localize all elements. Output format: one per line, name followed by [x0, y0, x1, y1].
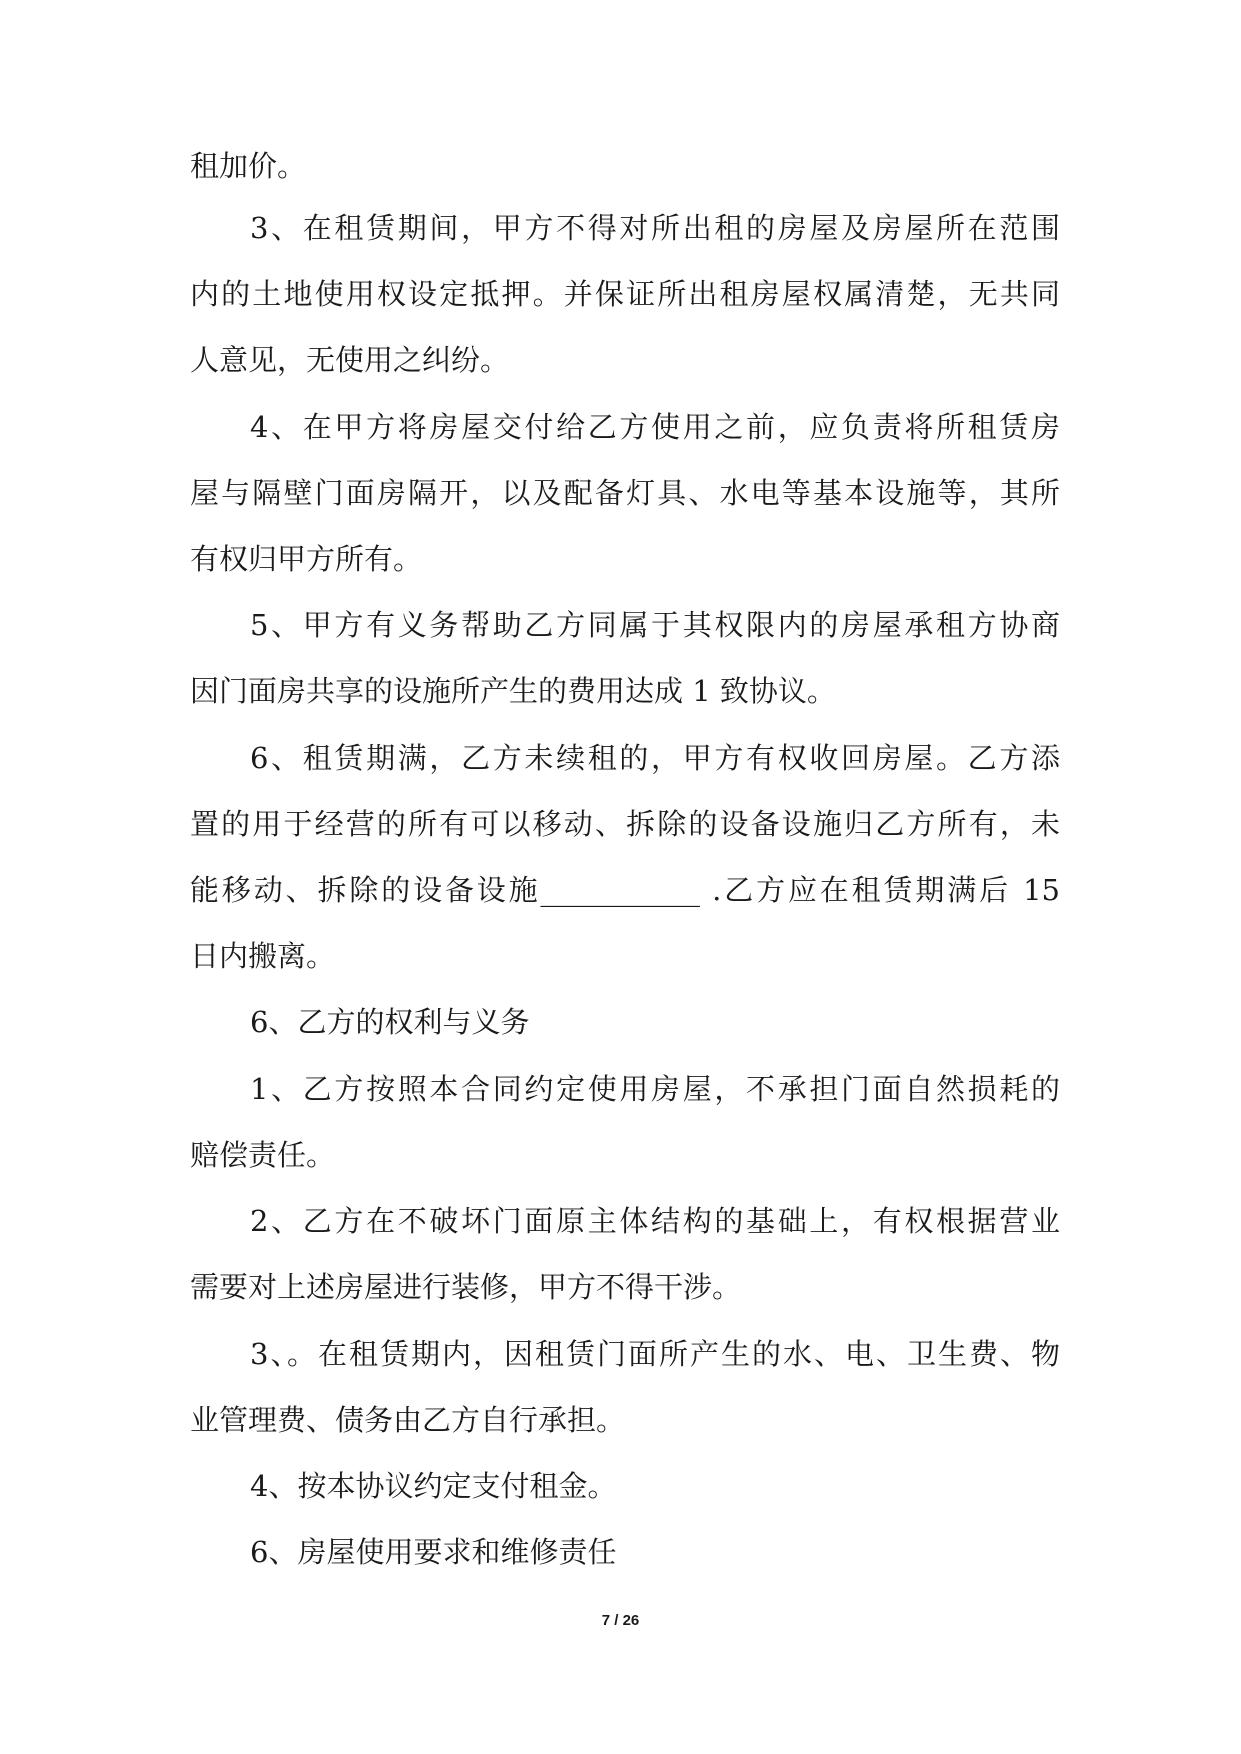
paragraph-line: 内的土地使用权设定抵押。并保证所出租房屋权属清楚，无共同	[190, 277, 1060, 311]
paragraph-line: 日内搬离。	[190, 939, 336, 973]
paragraph-line: 有权归甲方所有。	[190, 542, 423, 576]
paragraph-line: 4、按本协议约定支付租金。	[250, 1469, 617, 1503]
paragraph-line: 1、乙方按照本合同约定使用房屋，不承担门面自然损耗的	[250, 1072, 1060, 1106]
paragraph-line: 5、甲方有义务帮助乙方同属于其权限内的房屋承租方协商	[250, 608, 1060, 642]
paragraph-line: 2、乙方在不破坏门面原主体结构的基础上，有权根据营业	[250, 1204, 1060, 1238]
paragraph-line: 能移动、拆除的设备设施___________ .乙方应在租赁期满后 15	[190, 873, 1060, 907]
paragraph-line: 业管理费、债务由乙方自行承担。	[190, 1403, 626, 1437]
paragraph-line: 3、。在租赁期内，因租赁门面所产生的水、电、卫生费、物	[250, 1337, 1060, 1371]
paragraph-line: 因门面房共享的设施所产生的费用达成 1 致协议。	[190, 674, 836, 708]
paragraph-line: 人意见，无使用之纠纷。	[190, 343, 510, 377]
paragraph-line: 3、在租赁期间，甲方不得对所出租的房屋及房屋所在范围	[250, 211, 1060, 245]
section-heading: 6、乙方的权利与义务	[250, 1005, 530, 1039]
paragraph-line: 需要对上述房屋进行装修，甲方不得干涉。	[190, 1270, 742, 1304]
paragraph-line: 赔偿责任。	[190, 1138, 336, 1172]
section-heading: 6、房屋使用要求和维修责任	[250, 1535, 617, 1569]
page-number: 7 / 26	[601, 1612, 640, 1629]
paragraph-line: 置的用于经营的所有可以移动、拆除的设备设施归乙方所有，未	[190, 807, 1060, 841]
paragraph-line: 租加价。	[190, 149, 307, 183]
paragraph-line: 6、租赁期满，乙方未续租的，甲方有权收回房屋。乙方添	[250, 741, 1060, 775]
paragraph-line: 屋与隔壁门面房隔开，以及配备灯具、水电等基本设施等，其所	[190, 476, 1060, 510]
paragraph-line: 4、在甲方将房屋交付给乙方使用之前，应负责将所租赁房	[250, 410, 1060, 444]
